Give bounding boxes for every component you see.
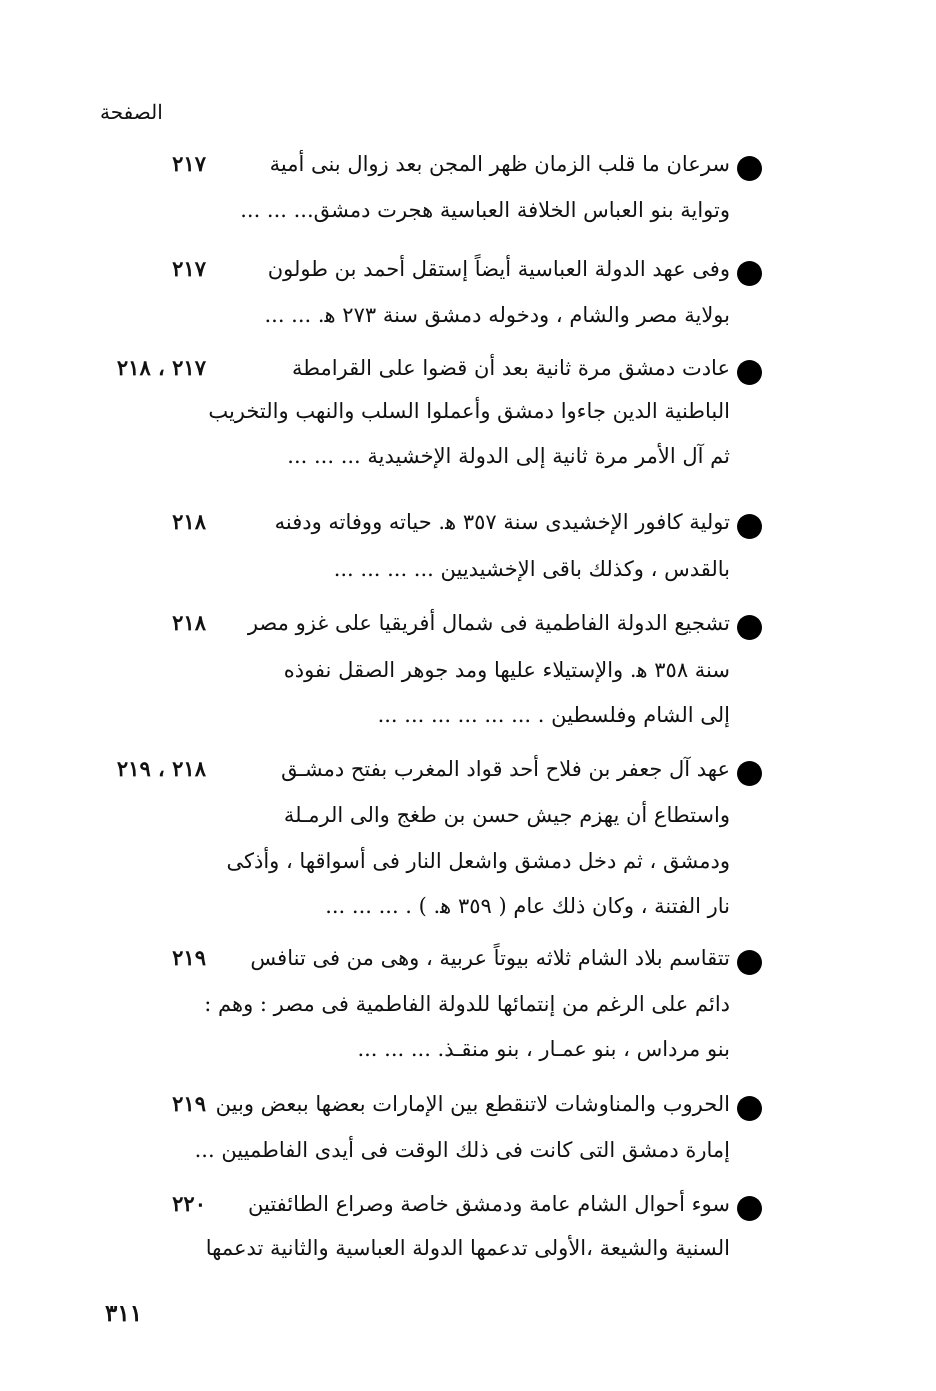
entry-line: سنة ٣٥٨ ﻫ. والإستيلاء عليها ومد جوهر الصقل نفوذه [283, 658, 730, 682]
bullet-icon [737, 156, 762, 181]
bullet-icon [737, 615, 762, 640]
entry-line: واستطاع أن يهزم جيش حسن بن طغج والى الرمـلة [283, 803, 730, 827]
entry-page-ref: ٢١٨ [172, 610, 206, 635]
entry-page-ref: ٢١٨ ، ٢١٩ [116, 756, 206, 781]
entry-line: تشجيع الدولة الفاطمية فى شمال أفريقيا على غزو مصر [247, 611, 730, 635]
entry-line: إلى الشام وفلسطين . ... ... ... ... ... ... [377, 703, 730, 727]
entry-line: ودمشق ، ثم دخل دمشق واشعل النار فى أسواقها ، وأذكى [226, 849, 730, 873]
entry-line: عادت دمشق مرة ثانية بعد أن قضوا على القرامطة [291, 356, 730, 380]
entry-page-ref: ٢١٧ [172, 256, 206, 281]
bullet-icon [737, 1096, 762, 1121]
entry-line: بنو مرداس ، بنو عمـار ، بنو منقـذ. ... ... ... [357, 1037, 730, 1061]
bullet-icon [737, 360, 762, 385]
bullet-icon [737, 261, 762, 286]
entry-page-ref: ٢٢٠ [172, 1191, 206, 1216]
entry-line: نار الفتنة ، وكان ذلك عام ( ٣٥٩ ﻫ. ) . ... ... ... [325, 894, 730, 918]
entry-line: ثم آل الأمر مرة ثانية إلى الدولة الإخشيدية ... ... ... [287, 444, 730, 468]
page-number: ٣١١ [105, 1300, 143, 1327]
bullet-icon [737, 1196, 762, 1221]
entry-line: عهد آل جعفر بن فلاح أحد قواد المغرب بفتح دمشـق [281, 757, 730, 781]
entry-line: تتقاسم بلاد الشام ثلاثه بيوتاً عربية ، وهى من فى تنافس [250, 946, 730, 970]
entry-line: بولاية مصر والشام ، ودخوله دمشق سنة ٢٧٣ ﻫ. ... ... [264, 303, 730, 327]
entry-line: وتواية بنو العباس الخلافة العباسية هجرت دمشق... ... ... [240, 198, 730, 222]
entry-page-ref: ٢١٩ [172, 1091, 206, 1116]
entry-page-ref: ٢١٩ [172, 945, 206, 970]
entry-line: سرعان ما قلب الزمان ظهر المجن بعد زوال بنى أمية [269, 152, 730, 176]
bullet-icon [737, 514, 762, 539]
entry-line: الحروب والمناوشات لاتنقطع بين الإمارات بعضها ببعض وبين [215, 1092, 730, 1116]
entry-line: الباطنية الدين جاءوا دمشق وأعملوا السلب والنهب والتخريب [208, 399, 730, 423]
entry-line: دائم على الرغم من إنتمائها للدولة الفاطمية فى مصر : وهم : [204, 992, 730, 1016]
entry-line: وفى عهد الدولة العباسية أيضاً إستقل أحمد بن طولون [267, 257, 730, 281]
bullet-icon [737, 761, 762, 786]
entry-line: بالقدس ، وكذلك باقى الإخشيديين ... ... ... ... [333, 557, 730, 581]
entry-page-ref: ٢١٧ ، ٢١٨ [116, 355, 206, 380]
entry-line: السنية والشيعة ،الأولى تدعمها الدولة العباسية والثانية تدعمها [205, 1236, 730, 1260]
entry-line: إمارة دمشق التى كانت فى ذلك الوقت فى أيدى الفاطميين ... [194, 1138, 730, 1162]
bullet-icon [737, 950, 762, 975]
page-column-label: الصفحة [100, 100, 163, 124]
entry-page-ref: ٢١٨ [172, 509, 206, 534]
entry-line: سوء أحوال الشام عامة ودمشق خاصة وصراع الطائفتين [248, 1192, 730, 1216]
entry-line: تولية كافور الإخشيدى سنة ٣٥٧ ﻫ. حياته ووفاته ودفنه [274, 510, 730, 534]
entry-page-ref: ٢١٧ [172, 151, 206, 176]
